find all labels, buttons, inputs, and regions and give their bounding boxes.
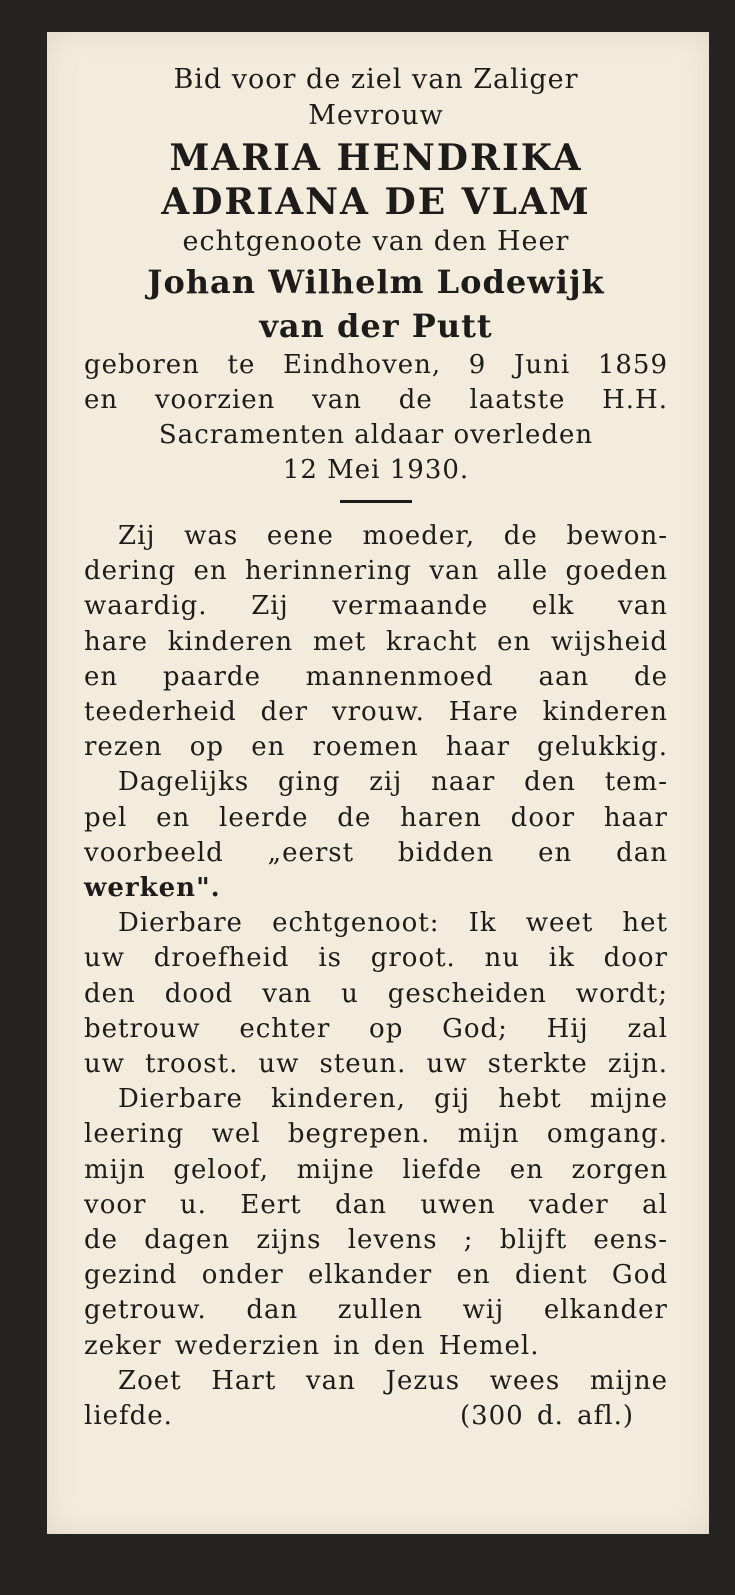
indulgence-note: (300 d. afl.) bbox=[459, 1401, 634, 1432]
text-line: werken". bbox=[84, 873, 221, 904]
text-line: Zoet Hart van Jezus wees mijne bbox=[118, 1365, 668, 1396]
text-line: hare kinderen met kracht en wijsheid bbox=[84, 626, 668, 657]
text-line: en paarde mannenmoed aan de bbox=[84, 661, 668, 692]
card-content bbox=[84, 62, 668, 1434]
deceased-name-line-2: ADRIANA DE VLAM bbox=[161, 181, 591, 223]
dates-line-3: Sacramenten aldaar overleden bbox=[158, 420, 594, 450]
relation-text: echtgenoote van den Heer bbox=[182, 226, 570, 257]
closing-word: liefde. bbox=[84, 1401, 173, 1432]
prayer-header-line-1: Bid voor de ziel van Zaliger bbox=[173, 64, 579, 95]
text-line: rezen op en roemen haar gelukkig. bbox=[84, 732, 668, 763]
text-line: zeker wederzien in den Hemel. bbox=[84, 1330, 540, 1361]
deceased-name-line-1: MARIA HENDRIKA bbox=[169, 137, 583, 179]
paragraph-1 bbox=[84, 519, 668, 765]
text-line: pel en leerde de haren door haar bbox=[84, 802, 668, 833]
paragraph-5 bbox=[84, 1364, 668, 1434]
text-line: waardig. Zij vermaande elk van bbox=[84, 591, 668, 622]
paragraph-3 bbox=[84, 906, 668, 1082]
text-line: teederheid der vrouw. Hare kinderen bbox=[84, 697, 668, 728]
text-line: Zij was eene moeder, de bewon- bbox=[118, 521, 668, 551]
text-line: voorbeeld „eerst bidden en dan bbox=[84, 837, 668, 868]
life-dates bbox=[84, 348, 668, 488]
dates-line-4: 12 Mei 1930. bbox=[282, 455, 470, 485]
text-line: de dagen zijns levens ; blijft eens- bbox=[84, 1225, 668, 1256]
prayer-header-line-2: Mevrouw bbox=[308, 100, 444, 131]
dates-line-1: geboren te Eindhoven, 9 Juni 1859 bbox=[84, 350, 668, 380]
deceased-name bbox=[84, 136, 668, 224]
divider-rule bbox=[340, 500, 412, 503]
text-line: leering wel begrepen. mijn omgang. bbox=[84, 1119, 668, 1150]
dates-line-2: en voorzien van de laatste H.H. bbox=[84, 385, 668, 415]
text-line: Dierbare echtgenoot: Ik weet het bbox=[118, 908, 668, 939]
prayer-header bbox=[84, 62, 668, 134]
text-line: uw troost. uw steun. uw sterkte zijn. bbox=[84, 1049, 668, 1080]
husband-name-line-1: Johan Wilhelm Lodewijk bbox=[147, 263, 605, 301]
text-line: voor u. Eert dan uwen vader al bbox=[84, 1189, 668, 1220]
text-line: betrouw echter op God; Hij zal bbox=[84, 1013, 668, 1044]
closing-row bbox=[84, 1399, 668, 1434]
text-line: Dagelijks ging zij naar den tem- bbox=[118, 767, 668, 798]
husband-name-line-2: van der Putt bbox=[259, 307, 493, 345]
text-line: uw droefheid is groot. nu ik door bbox=[84, 943, 668, 974]
paragraph-2 bbox=[84, 765, 668, 906]
husband-name bbox=[84, 260, 668, 348]
paragraph-4 bbox=[84, 1082, 668, 1364]
text-line: den dood van u gescheiden wordt; bbox=[84, 978, 668, 1009]
text-line: dering en herinnering van alle goeden bbox=[84, 556, 668, 587]
memorial-text bbox=[84, 519, 668, 1434]
text-line: getrouw. dan zullen wij elkander bbox=[84, 1295, 668, 1326]
text-line: Dierbare kinderen, gij hebt mijne bbox=[118, 1084, 668, 1115]
text-line: mijn geloof, mijne liefde en zorgen bbox=[84, 1154, 668, 1185]
text-line: gezind onder elkander en dient God bbox=[84, 1260, 668, 1291]
